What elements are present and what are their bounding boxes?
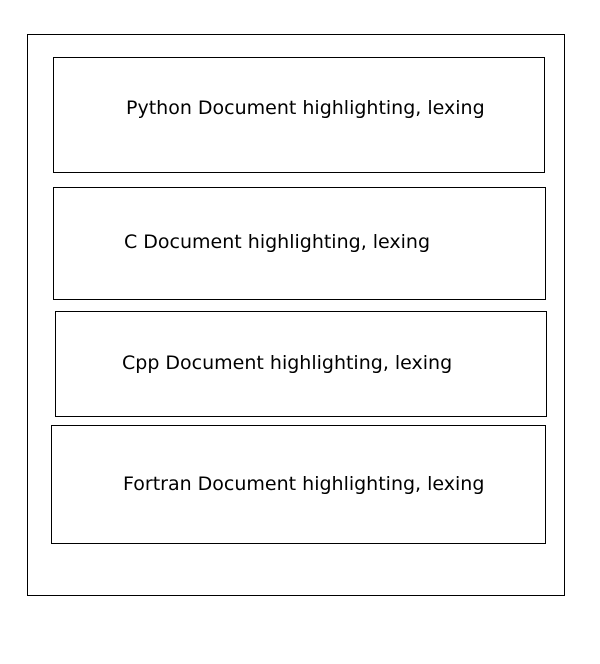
cpp-module-label: Cpp Document highlighting, lexing	[122, 352, 453, 374]
python-module-label: Python Document highlighting, lexing	[126, 97, 485, 119]
fortran-module-label: Fortran Document highlighting, lexing	[123, 473, 485, 495]
c-module-label: C Document highlighting, lexing	[124, 231, 431, 253]
